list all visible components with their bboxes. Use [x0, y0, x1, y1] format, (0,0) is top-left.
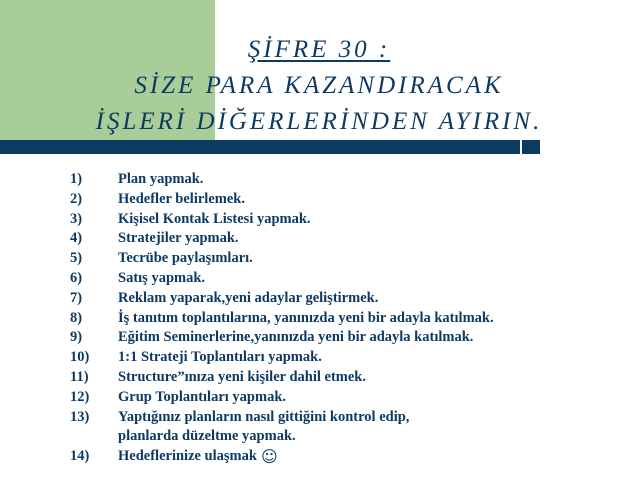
- item-number: 4): [70, 230, 83, 247]
- item-text: Kişisel Kontak Listesi yapmak.: [118, 210, 311, 227]
- item-number: 1): [70, 171, 83, 187]
- item-number: 9): [70, 329, 83, 346]
- item-number: 13): [70, 408, 90, 425]
- item-number: 5): [70, 250, 83, 267]
- title-divider: [0, 140, 638, 154]
- steps-list: [70, 170, 630, 467]
- list-item: [70, 388, 630, 408]
- item-text: Yaptığınız planların nasıl gittiğini kontrol edip,: [118, 408, 410, 425]
- list-item: [70, 447, 630, 467]
- item-text: Structure”ınıza yeni kişiler dahil etmek.: [118, 368, 366, 385]
- list-item-continuation: [70, 427, 630, 447]
- item-number: 3): [70, 210, 83, 227]
- item-text: Grup Toplantıları yapmak.: [118, 388, 287, 405]
- divider-bar: [0, 140, 520, 154]
- item-number: 12): [70, 388, 90, 405]
- title-line-3: İŞLERİ DİĞERLERİNDEN AYIRIN.: [95, 108, 543, 135]
- smiley-icon: ☺: [260, 447, 278, 467]
- item-text: Reklam yaparak,yeni adaylar geliştirmek.: [118, 289, 379, 306]
- title-line-2: SİZE PARA KAZANDIRACAK: [134, 72, 504, 99]
- item-number: 10): [70, 349, 90, 366]
- divider-square: [522, 140, 540, 154]
- item-number: 7): [70, 289, 83, 306]
- item-text: 1:1 Strateji Toplantıları yapmak.: [118, 349, 322, 366]
- item-number: 14): [70, 448, 90, 465]
- item-number: 11): [70, 368, 89, 385]
- list-item: [70, 229, 630, 249]
- item-text-continuation: planlarda düzeltme yapmak.: [118, 428, 296, 445]
- item-number: 8): [70, 309, 83, 326]
- list-item: [70, 289, 630, 309]
- item-text: Hedefler belirlemek.: [118, 190, 245, 207]
- list-item: [70, 249, 630, 269]
- item-text: İş tanıtım toplantılarına, yanınızda yeni bir adayla katılmak.: [118, 309, 494, 326]
- slide-title: [0, 32, 638, 140]
- list-item: [70, 269, 630, 289]
- list-item: [70, 210, 630, 230]
- title-line-1: ŞİFRE 30 :: [247, 36, 391, 63]
- item-text: Tecrübe paylaşımları.: [118, 250, 253, 267]
- item-text: Stratejiler yapmak.: [118, 230, 239, 247]
- list-item: [70, 328, 630, 348]
- item-text: Eğitim Seminerlerine,yanınızda yeni bir adayla katılmak.: [118, 329, 474, 346]
- list-item: [70, 408, 630, 428]
- item-number: 6): [70, 269, 83, 286]
- list-item: [70, 309, 630, 329]
- list-item: [70, 368, 630, 388]
- item-text: Hedeflerinize ulaşmak: [118, 448, 257, 465]
- list-item: [70, 348, 630, 368]
- item-number: 2): [70, 190, 83, 207]
- item-text: Satış yapmak.: [118, 269, 206, 286]
- list-item: [70, 190, 630, 210]
- item-text: Plan yapmak.: [118, 171, 204, 187]
- list-item: [70, 170, 630, 190]
